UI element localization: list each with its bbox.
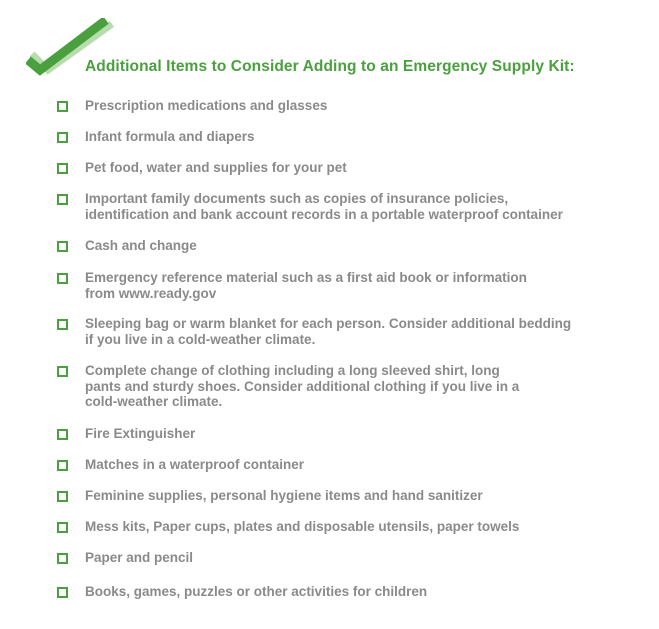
checkbox-icon [57,163,68,174]
list-item-label: Prescription medications and glasses [85,98,328,113]
list-item-label: Pet food, water and supplies for your pet [85,160,347,175]
list-item-label: Complete change of clothing including a long sleeved shirt, long pants and sturdy shoes. Consider additional clothing if you live in a cold-weather climate. [85,363,520,409]
list-item-label: Paper and pencil [85,550,194,565]
list-item-label: Infant formula and diapers [85,129,255,144]
checkbox-icon [57,460,68,471]
checkbox-icon [57,587,68,598]
checkbox-icon [57,491,68,502]
checkbox-icon [57,522,68,533]
page-title: Additional Items to Consider Adding to an Emergency Supply Kit: [85,58,575,75]
checkbox-icon [57,366,68,377]
list-item-label: Mess kits, Paper cups, plates and disposable utensils, paper towels [85,519,520,534]
checkbox-icon [57,101,68,112]
checkbox-icon [57,319,68,330]
list-item-label: Important family documents such as copies of insurance policies, identification and bank account records in a portable waterproof container [85,191,563,222]
checkbox-icon [57,273,68,284]
checkbox-icon [57,553,68,564]
checkbox-icon [57,132,68,143]
list-item-label: Fire Extinguisher [85,426,196,441]
list-item-label: Matches in a waterproof container [85,457,305,472]
list-item-label: Cash and change [85,238,197,253]
list-item-label: Feminine supplies, personal hygiene items and hand sanitizer [85,488,483,503]
list-item-label: Emergency reference material such as a first aid book or information from www.ready.gov [85,270,527,301]
list-item-label: Sleeping bag or warm blanket for each person. Consider additional bedding if you live in a cold-weather climate. [85,316,572,347]
list-item-label: Books, games, puzzles or other activities for children [85,584,428,599]
checkbox-icon [57,429,68,440]
checkbox-icon [57,194,68,205]
checkbox-icon [57,241,68,252]
